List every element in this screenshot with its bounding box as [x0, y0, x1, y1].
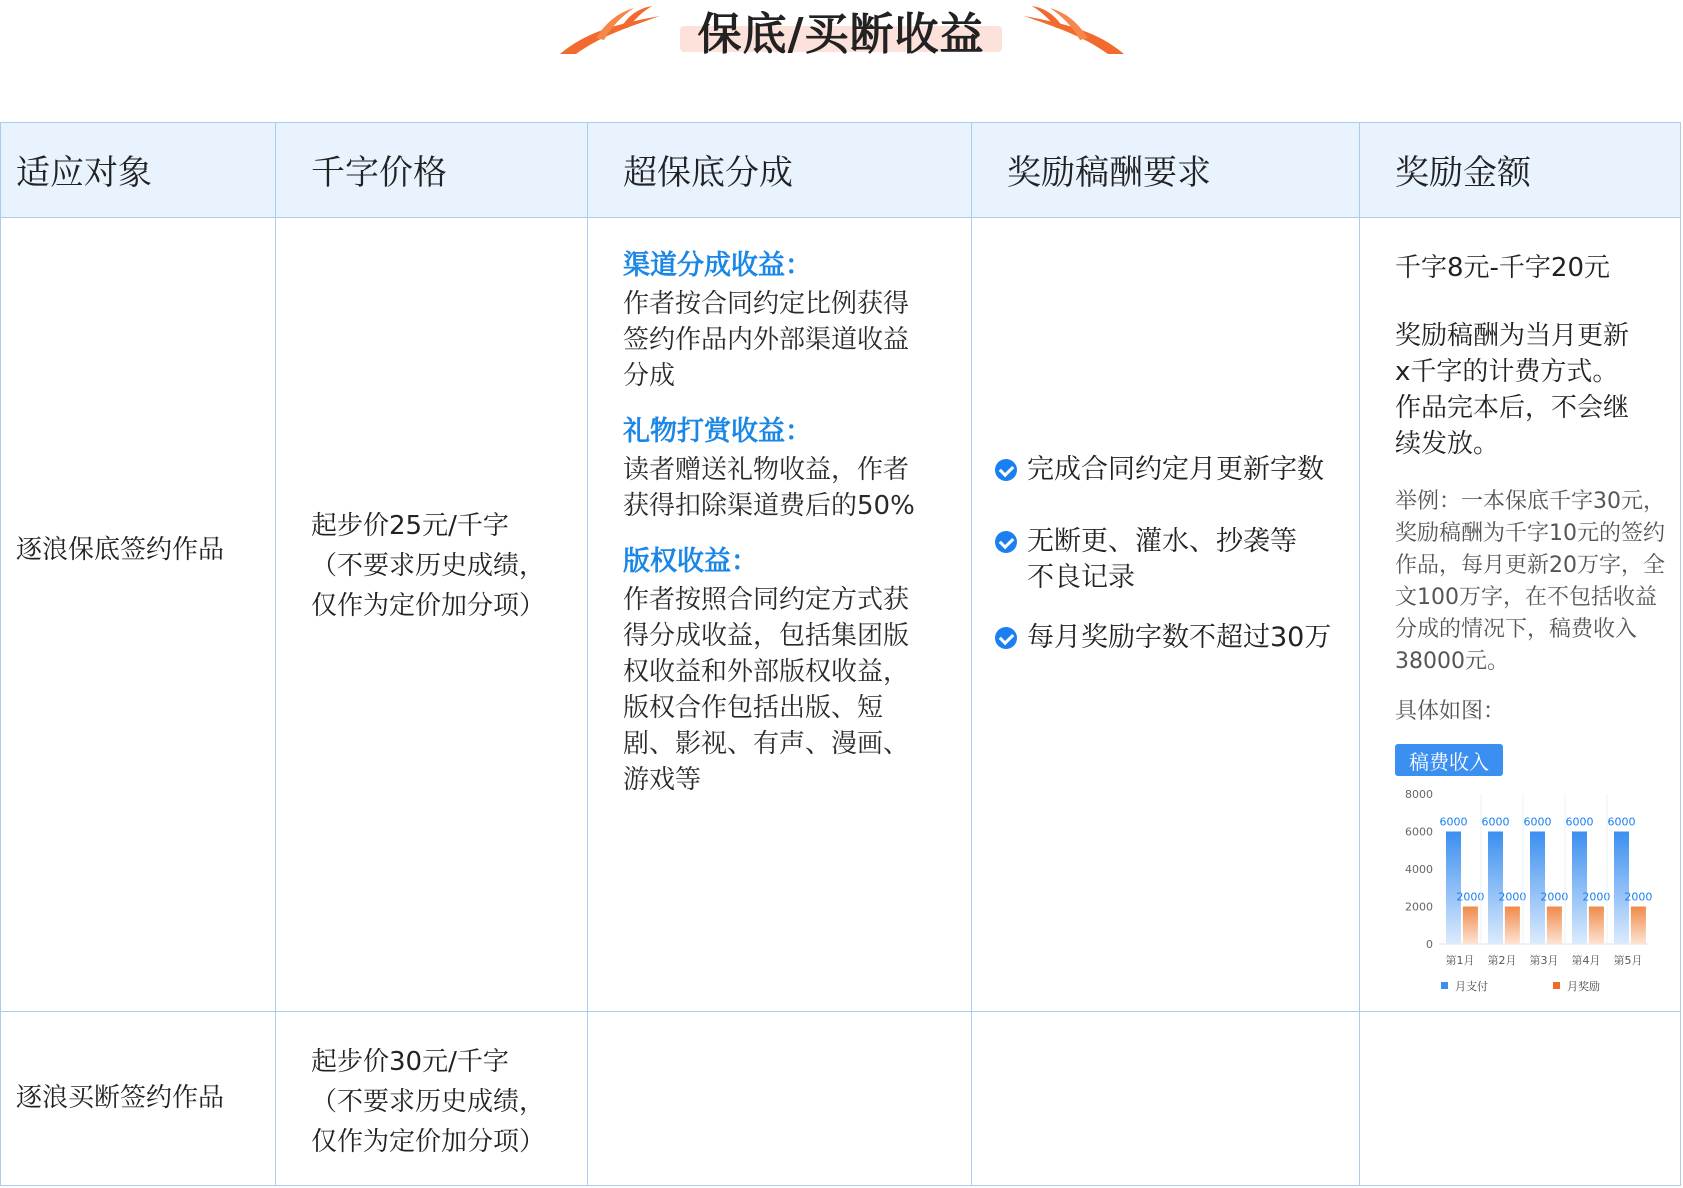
- right-decoration-icon: [1018, 2, 1128, 60]
- bar-monthly-reward: [1589, 907, 1604, 945]
- requirement-line: 无断更、灌水、抄袭等: [1027, 526, 1297, 557]
- data-label: 6000: [1565, 815, 1594, 829]
- check-circle-icon: [995, 531, 1017, 553]
- requirement-item: [995, 620, 1331, 656]
- reward-description: [1395, 318, 1629, 462]
- body-line: 得分成收益，包括集团版: [623, 621, 910, 651]
- body-line: 游戏等: [623, 765, 702, 795]
- y-tick-label: 8000: [1405, 788, 1433, 801]
- row2-target: 逐浪买断签约作品: [16, 1083, 225, 1113]
- row1-target: 逐浪保底签约作品: [16, 535, 225, 565]
- header-reward: 奖励金额: [1395, 153, 1531, 193]
- x-tick-label: 第1月: [1445, 954, 1475, 967]
- body-line: 作者按照合同约定方式获: [623, 585, 910, 615]
- price-line: 起步价30元/千字: [311, 1047, 509, 1077]
- data-label: 2000: [1498, 890, 1527, 904]
- page-title: 保底/买断收益: [697, 9, 985, 60]
- body-line: 分成: [623, 361, 676, 391]
- body-line: 作者按合同约定比例获得: [623, 289, 910, 319]
- price-line: 仅作为定价加分项）: [311, 591, 546, 621]
- check-circle-icon: [995, 459, 1017, 481]
- requirement-line: 完成合同约定月更新字数: [1027, 454, 1324, 485]
- legend-swatch: [1441, 982, 1448, 989]
- body-line: 获得扣除渠道费后的50%: [623, 491, 915, 521]
- bar-monthly-reward: [1463, 907, 1478, 945]
- legend-swatch: [1553, 982, 1560, 989]
- share-section-body: [623, 452, 963, 524]
- reward-desc-line: 续发放。: [1395, 429, 1500, 459]
- body-line: 剧、影视、有声、漫画、: [623, 729, 910, 759]
- bar-monthly-pay: [1488, 832, 1503, 945]
- income-bar-chart: [1393, 784, 1653, 1004]
- reward-example: 举例：一本保底千字30元，奖励稿酬为千字10元的签约作品，每月更新20万字，全文100万字，在不包括收益分成的情况下，稿费收入38000元。: [1395, 489, 1665, 674]
- y-tick-label: 6000: [1405, 825, 1433, 839]
- y-tick-label: 4000: [1405, 863, 1433, 876]
- requirement-item: [995, 524, 1297, 596]
- requirement-line: 不良记录: [1027, 562, 1135, 593]
- chart-title-badge: 稿费收入: [1395, 744, 1503, 776]
- requirement-line: 每月奖励字数不超过30万: [1027, 622, 1332, 653]
- price-line: 仅作为定价加分项）: [311, 1127, 546, 1157]
- page-title-area: [0, 0, 1683, 70]
- share-section-title: 版权收益：: [623, 546, 758, 577]
- reward-desc-line: 作品完本后，不会继: [1395, 393, 1630, 423]
- data-label: 2000: [1456, 890, 1485, 904]
- bar-monthly-reward: [1631, 907, 1646, 945]
- bar-monthly-reward: [1505, 907, 1520, 945]
- revenue-table: [0, 122, 1681, 1186]
- requirement-item: [995, 452, 1324, 488]
- share-section-body: [623, 286, 963, 394]
- body-line: 读者赠送礼物收益，作者: [623, 455, 910, 485]
- reward-desc-line: 奖励稿酬为当月更新: [1395, 321, 1630, 351]
- header-price: 千字价格: [311, 153, 447, 193]
- legend-label: 月支付: [1455, 980, 1488, 993]
- share-section-body: [623, 582, 963, 798]
- bar-monthly-pay: [1446, 832, 1461, 945]
- row2-price: [311, 1042, 545, 1162]
- left-decoration-icon: [556, 2, 666, 60]
- body-line: 签约作品内外部渠道收益: [623, 325, 910, 355]
- data-label: 6000: [1481, 815, 1510, 829]
- price-line: （不要求历史成绩，: [311, 551, 546, 581]
- reward-range: 千字8元-千字20元: [1395, 253, 1611, 283]
- data-label: 2000: [1624, 890, 1653, 904]
- x-tick-label: 第5月: [1613, 954, 1643, 967]
- y-tick-label: 0: [1426, 938, 1433, 951]
- y-tick-label: 2000: [1405, 900, 1433, 914]
- header-requirements: 奖励稿酬要求: [1007, 153, 1211, 193]
- legend-label: 月奖励: [1567, 980, 1600, 993]
- data-label: 6000: [1607, 815, 1636, 829]
- data-label: 2000: [1540, 890, 1569, 904]
- row1-price: [311, 506, 545, 626]
- data-label: 6000: [1439, 815, 1468, 829]
- check-circle-icon: [995, 627, 1017, 649]
- see-figure-label: 具体如图：: [1395, 699, 1506, 724]
- body-line: 权收益和外部版权收益，: [623, 657, 910, 687]
- data-label: 2000: [1582, 890, 1611, 904]
- header-share: 超保底分成: [623, 153, 793, 193]
- bar-monthly-pay: [1572, 832, 1587, 945]
- x-tick-label: 第2月: [1487, 954, 1517, 967]
- x-tick-label: 第4月: [1571, 954, 1601, 967]
- price-line: （不要求历史成绩，: [311, 1087, 546, 1117]
- price-line: 起步价25元/千字: [311, 511, 509, 541]
- share-section-title: 礼物打赏收益：: [623, 416, 812, 447]
- share-section-title: 渠道分成收益：: [623, 250, 812, 281]
- data-label: 6000: [1523, 815, 1552, 829]
- body-line: 版权合作包括出版、短: [623, 693, 884, 723]
- bar-monthly-pay: [1614, 832, 1629, 945]
- header-target: 适应对象: [16, 153, 152, 193]
- share-sections: [623, 246, 963, 816]
- bar-monthly-pay: [1530, 832, 1545, 945]
- x-tick-label: 第3月: [1529, 954, 1559, 967]
- reward-desc-line: x千字的计费方式。: [1395, 357, 1619, 387]
- bar-monthly-reward: [1547, 907, 1562, 945]
